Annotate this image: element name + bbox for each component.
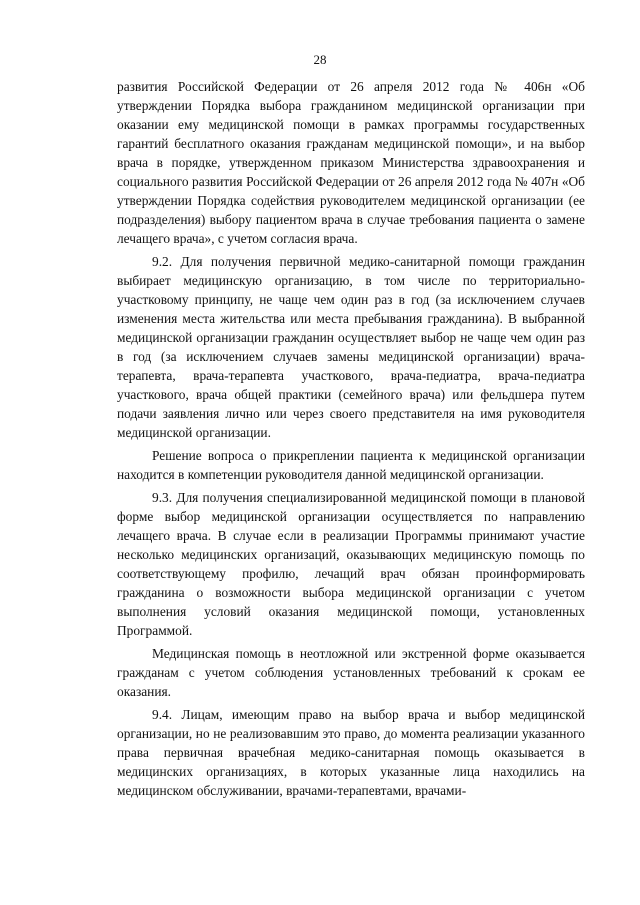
paragraph-9-3: 9.3. Для получения специализированной медицинской помощи в плановой форме выбор медицинской организации осуществляется по направлению лечащего врача. В случае если в реализации Программы принимают участие несколько медицинских организаций, оказывающих медицинскую помощь по соответствующему профилю, лечащий врач обязан проинформировать гражданина о возможности выбора медицинской организации с учетом выполнения условий оказания медицинской помощи, установленных Программой. [117,490,585,638]
paragraph-9-4: 9.4. Лицам, имеющим право на выбор врача и выбор медицинской организации, но не реализовавшим это право, до момента реализации указанного права первичная врачебная медико-санитарная помощь оказывается в медицинских организациях, в которых указанные лица находились на медицинском обслуживании, врачами-терапевтами, врачами- [117,707,585,798]
paragraph-9-2: 9.2. Для получения первичной медико-санитарной помощи гражданин выбирает медицинскую организацию, в том числе по территориально-участковому принципу, не чаще чем один раз в год (за исключением случаев изменения места жительства или места пребывания гражданина). В выбранной медицинской организации гражданин осуществляет выбор не чаще чем один раз в год (за исключением случаев замены медицинской организации) врача-терапевта, врача-терапевта участкового, врача-педиатра, врача-педиатра участкового, врача общей практики (семейного врача) или фельдшера путем подачи заявления лично или через своего представителя на имя руководителя медицинской организации. [117,254,585,440]
page-number: 28 [313,52,327,67]
paragraph-urgent-care: Медицинская помощь в неотложной или экстренной форме оказывается гражданам с учетом соблюдения установленных требований к срокам ее оказания. [117,646,585,699]
paragraph-attachment-decision: Решение вопроса о прикреплении пациента к медицинской организации находится в компетенции руководителя данной медицинской организации. [117,448,585,482]
paragraph-continuation: развития Российской Федерации от 26 апреля 2012 года № 406н «Об утверждении Порядка выбора гражданином медицинской организации при оказании ему медицинской помощи в рамках программы государственных гарантий бесплатного оказания гражданам медицинской помощи», и на выбор врача в порядке, утвержденном приказом Министерства здравоохранения и социального развития Российской Федерации от 26 апреля 2012 года № 407н «Об утверждении Порядка содействия руководителем медицинской организации (ее подразделения) выбору пациентом врача в случае требования пациента о замене лечащего врача», с учетом согласия врача. [117,79,585,246]
document-body [117,77,585,800]
